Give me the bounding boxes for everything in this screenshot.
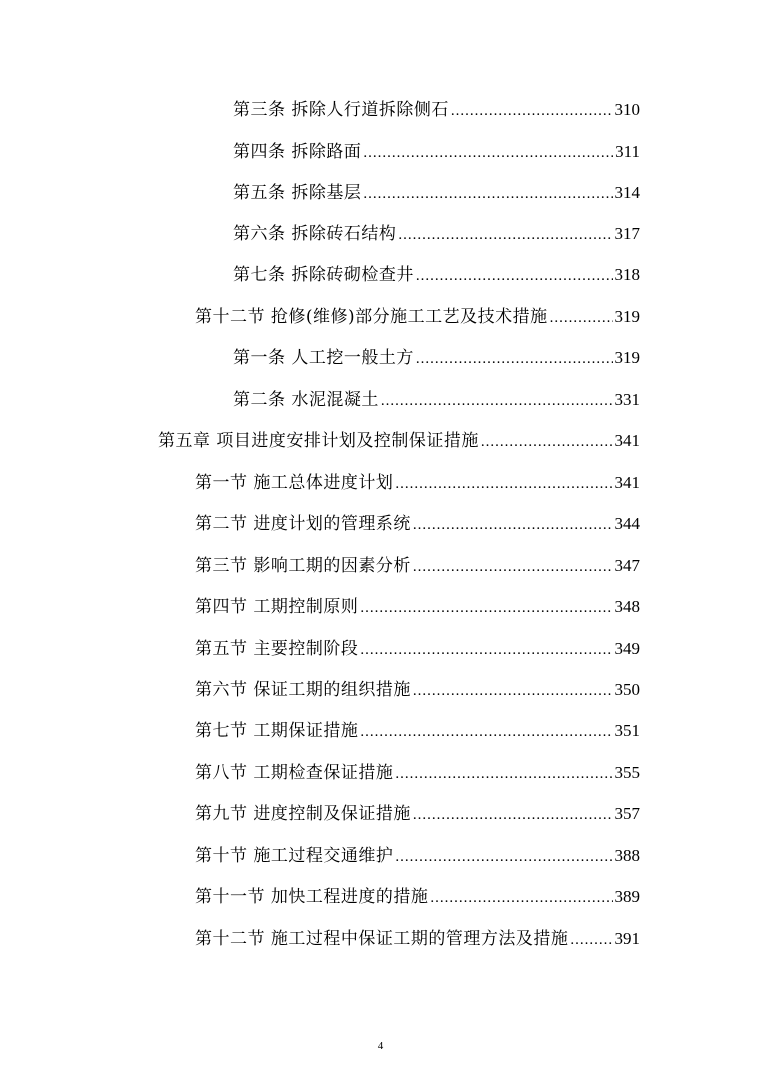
toc-entry-page: 351 bbox=[614, 721, 640, 740]
dot-leader bbox=[360, 597, 612, 619]
toc-entry[interactable] bbox=[233, 264, 640, 286]
toc-entry-page: 388 bbox=[614, 846, 640, 865]
toc-entry[interactable] bbox=[195, 762, 640, 784]
dot-leader bbox=[413, 556, 613, 578]
toc-entry[interactable] bbox=[233, 347, 640, 369]
toc-entry-page: 350 bbox=[614, 680, 640, 699]
dot-leader bbox=[550, 307, 613, 329]
toc-entry[interactable] bbox=[195, 720, 640, 742]
toc-entry-title: 第五条 拆除基层 bbox=[233, 183, 362, 203]
toc-entry[interactable] bbox=[195, 596, 640, 618]
toc-entry-page: 341 bbox=[614, 431, 640, 450]
toc-entry-title: 第十一节 加快工程进度的措施 bbox=[195, 887, 429, 907]
dot-leader bbox=[398, 224, 612, 246]
toc-entry-title: 第二条 水泥混凝土 bbox=[233, 390, 379, 410]
toc-entry[interactable] bbox=[195, 513, 640, 535]
toc-entry-page: 331 bbox=[614, 390, 640, 409]
dot-leader bbox=[363, 183, 612, 205]
toc-entry[interactable] bbox=[233, 223, 640, 245]
dot-leader bbox=[413, 514, 613, 536]
toc-entry-title: 第七条 拆除砖砌检查井 bbox=[233, 265, 414, 285]
dot-leader bbox=[430, 887, 612, 909]
dot-leader bbox=[413, 804, 613, 826]
dot-leader bbox=[416, 265, 613, 287]
toc-entry-title: 第四条 拆除路面 bbox=[233, 142, 362, 162]
toc-entry[interactable] bbox=[195, 886, 640, 908]
toc-entry-page: 341 bbox=[614, 473, 640, 492]
page-number: 4 bbox=[377, 1040, 384, 1052]
toc-entry-page: 349 bbox=[614, 639, 640, 658]
toc-entry-title: 第五章 项目进度安排计划及控制保证措施 bbox=[158, 431, 479, 451]
toc-entry[interactable] bbox=[233, 182, 640, 204]
toc-entry-page: 347 bbox=[614, 556, 640, 575]
toc-entry-page: 319 bbox=[614, 348, 640, 367]
toc-entry[interactable] bbox=[158, 430, 640, 452]
toc-entry-title: 第八节 工期检查保证措施 bbox=[195, 763, 394, 783]
dot-leader bbox=[451, 100, 613, 122]
toc-entry[interactable] bbox=[195, 928, 640, 950]
dot-leader bbox=[416, 348, 613, 370]
dot-leader bbox=[381, 390, 613, 412]
toc-entry[interactable] bbox=[233, 389, 640, 411]
toc-entry-title: 第三条 拆除人行道拆除侧石 bbox=[233, 100, 449, 120]
toc-entry-page: 344 bbox=[614, 514, 640, 533]
toc-entry[interactable] bbox=[195, 845, 640, 867]
toc-entry-page: 318 bbox=[614, 265, 640, 284]
dot-leader bbox=[360, 721, 612, 743]
toc-entry[interactable] bbox=[195, 306, 640, 328]
toc-entry-title: 第六节 保证工期的组织措施 bbox=[195, 680, 411, 700]
toc-entry-page: 311 bbox=[615, 142, 640, 161]
toc-entry[interactable] bbox=[195, 472, 640, 494]
toc-entry-title: 第九节 进度控制及保证措施 bbox=[195, 804, 411, 824]
toc-entry-title: 第三节 影响工期的因素分析 bbox=[195, 556, 411, 576]
toc-entry-page: 355 bbox=[614, 763, 640, 782]
toc-entry-page: 348 bbox=[614, 597, 640, 616]
toc-entry-title: 第十二节 施工过程中保证工期的管理方法及措施 bbox=[195, 929, 569, 949]
toc-entry[interactable] bbox=[233, 141, 640, 163]
toc-entry-page: 391 bbox=[614, 929, 640, 948]
toc-entry-title: 第六条 拆除砖石结构 bbox=[233, 224, 397, 244]
toc-entry-page: 319 bbox=[614, 307, 640, 326]
toc-entry[interactable] bbox=[195, 679, 640, 701]
dot-leader bbox=[363, 142, 613, 164]
toc-entry-title: 第十节 施工过程交通维护 bbox=[195, 846, 394, 866]
toc-entry-page: 314 bbox=[614, 183, 640, 202]
toc-entry-title: 第五节 主要控制阶段 bbox=[195, 639, 359, 659]
toc-entry-title: 第一条 人工挖一般土方 bbox=[233, 348, 414, 368]
dot-leader bbox=[481, 431, 613, 453]
dot-leader bbox=[360, 639, 612, 661]
toc-entry-page: 317 bbox=[614, 224, 640, 243]
toc-entry-title: 第二节 进度计划的管理系统 bbox=[195, 514, 411, 534]
dot-leader bbox=[570, 929, 612, 951]
toc-entry[interactable] bbox=[195, 803, 640, 825]
toc-entry-title: 第四节 工期控制原则 bbox=[195, 597, 359, 617]
dot-leader bbox=[395, 473, 612, 495]
dot-leader bbox=[395, 846, 612, 868]
dot-leader bbox=[395, 763, 612, 785]
dot-leader bbox=[413, 680, 613, 702]
toc-entry[interactable] bbox=[195, 555, 640, 577]
toc-entry[interactable] bbox=[233, 99, 640, 121]
toc-entry-title: 第七节 工期保证措施 bbox=[195, 721, 359, 741]
toc-entry-page: 357 bbox=[614, 804, 640, 823]
toc-entry-page: 389 bbox=[614, 887, 640, 906]
toc-entry-title: 第一节 施工总体进度计划 bbox=[195, 473, 394, 493]
toc-entry[interactable] bbox=[195, 638, 640, 660]
toc-entry-page: 310 bbox=[614, 100, 640, 119]
toc-entry-title: 第十二节 抢修(维修)部分施工工艺及技术措施 bbox=[195, 307, 548, 327]
